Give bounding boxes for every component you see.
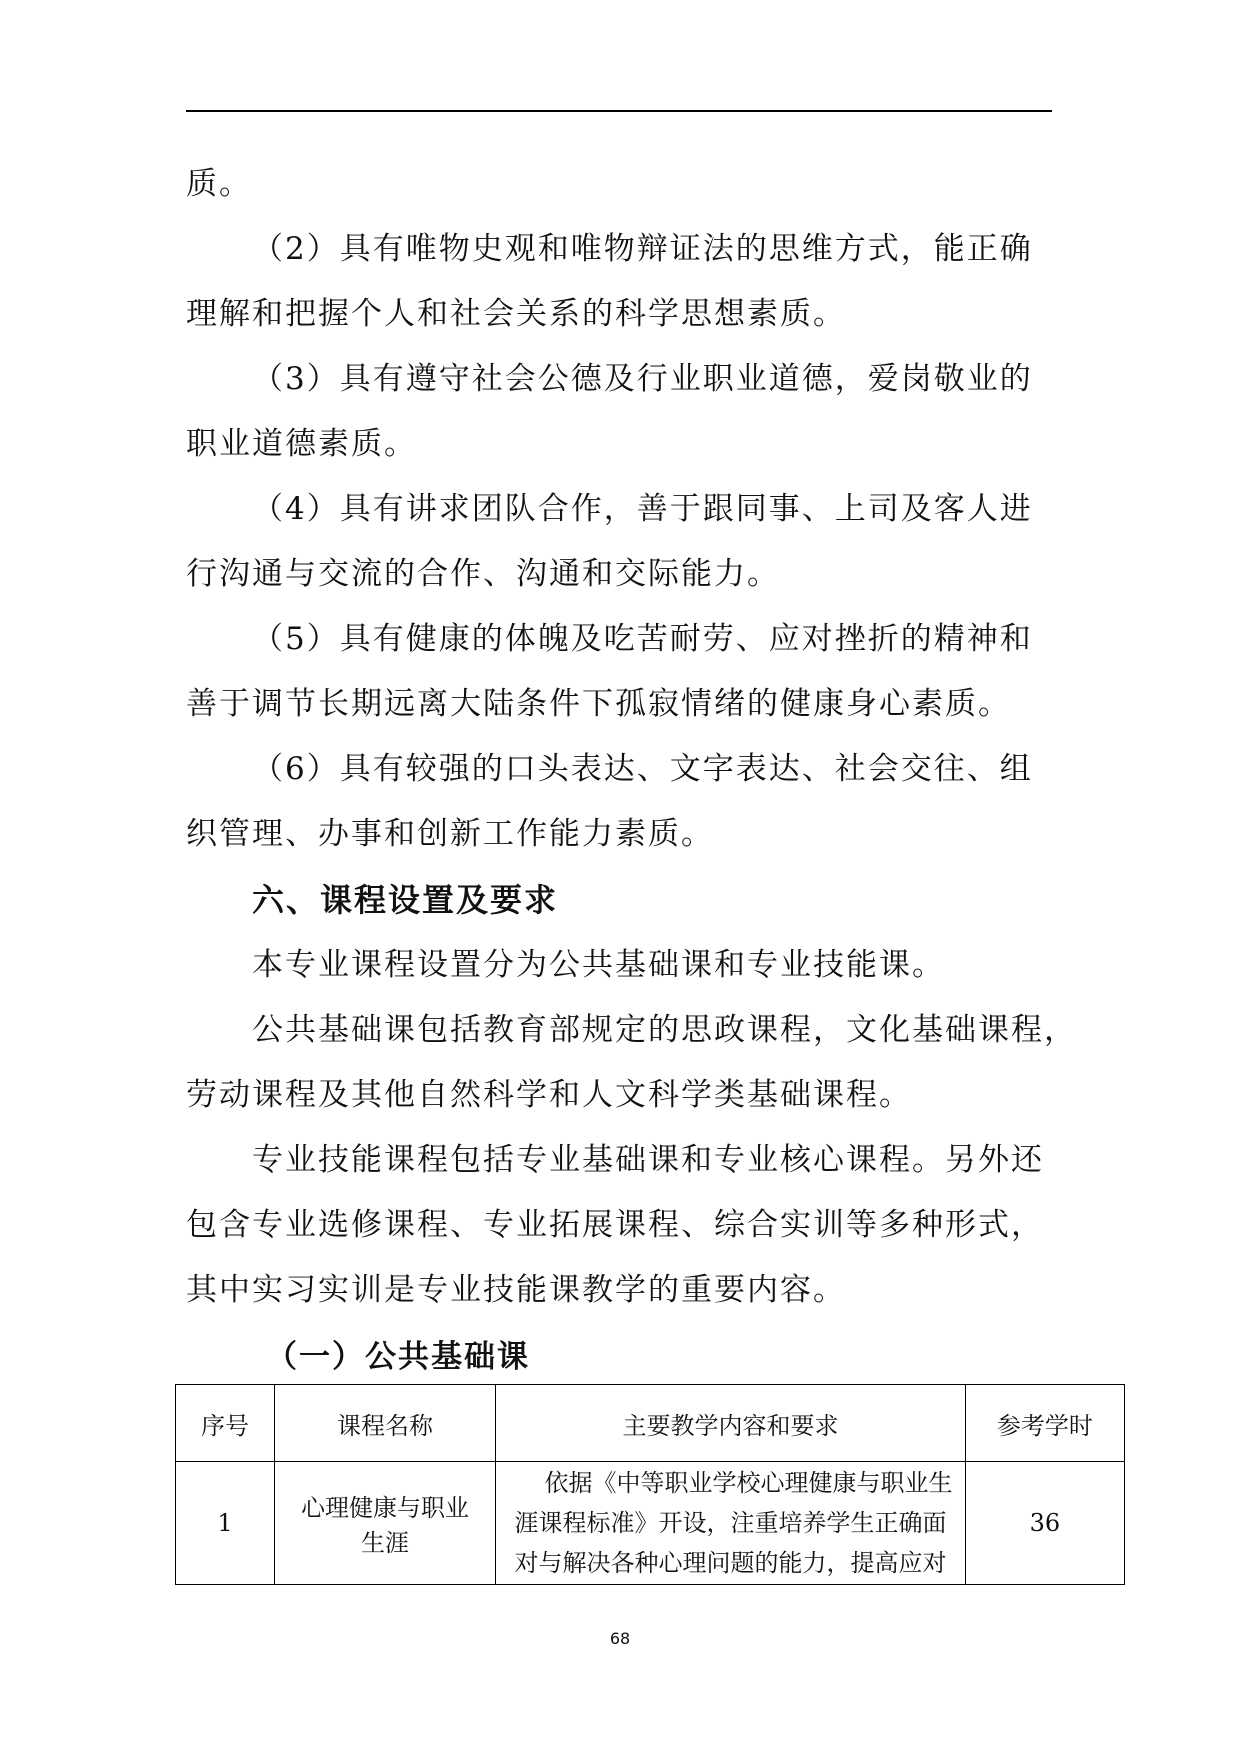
table-row	[176, 1462, 1125, 1585]
header-no: 序号	[176, 1385, 275, 1462]
section-line: 包含专业选修课程、专业拓展课程、综合实训等多种形式，	[186, 1207, 1044, 1243]
course-name-line: 生涯	[361, 1529, 410, 1557]
body-line: 职业道德素质。	[186, 426, 417, 462]
body-line: 质。	[186, 166, 252, 202]
section-line: 专业技能课程包括专业基础课和专业核心课程。另外还	[252, 1142, 1044, 1178]
header-rule	[186, 110, 1052, 112]
page-number: 68	[609, 1629, 631, 1648]
body-line: 理解和把握个人和社会关系的科学思想素质。	[186, 296, 846, 332]
section-line: 劳动课程及其他自然科学和人文科学类基础课程。	[186, 1077, 912, 1113]
body-line: 行沟通与交流的合作、沟通和交际能力。	[186, 556, 780, 592]
row-content	[496, 1462, 966, 1585]
header-content: 主要教学内容和要求	[496, 1385, 966, 1462]
section-line: 其中实习实训是专业技能课教学的重要内容。	[186, 1272, 846, 1308]
row-course-name	[274, 1462, 495, 1585]
body-line: （4）具有讲求团队合作，善于跟同事、上司及客人进	[252, 491, 1033, 527]
header-hours: 参考学时	[965, 1385, 1124, 1462]
body-line: （3）具有遵守社会公德及行业职业道德，爱岗敬业的	[252, 361, 1033, 397]
table-header-row	[176, 1385, 1125, 1462]
course-table	[175, 1384, 1125, 1585]
row-hours: 36	[965, 1462, 1124, 1585]
content-line: 涯课程标准》开设，注重培养学生正确面	[514, 1509, 947, 1537]
body-line: （6）具有较强的口头表达、文字表达、社会交往、组	[252, 751, 1033, 787]
body-line: 善于调节长期远离大陆条件下孤寂情绪的健康身心素质。	[186, 686, 1011, 722]
section-line: 本专业课程设置分为公共基础课和专业技能课。	[252, 947, 945, 983]
subsection-heading: （一）公共基础课	[266, 1339, 530, 1375]
section-heading: 六、课程设置及要求	[252, 881, 559, 919]
header-course-name: 课程名称	[274, 1385, 495, 1462]
row-no: 1	[176, 1462, 275, 1585]
content-line: 对与解决各种心理问题的能力，提高应对	[514, 1549, 947, 1577]
body-line: （2）具有唯物史观和唯物辩证法的思维方式，能正确	[252, 231, 1033, 267]
course-name-line: 心理健康与职业	[301, 1494, 470, 1522]
body-line: （5）具有健康的体魄及吃苦耐劳、应对挫折的精神和	[252, 621, 1033, 657]
section-line: 公共基础课包括教育部规定的思政课程，文化基础课程，	[252, 1012, 1077, 1048]
body-line: 织管理、办事和创新工作能力素质。	[186, 816, 714, 852]
content-line: 依据《中等职业学校心理健康与职业生	[544, 1469, 953, 1497]
page-content	[186, 152, 1077, 1391]
